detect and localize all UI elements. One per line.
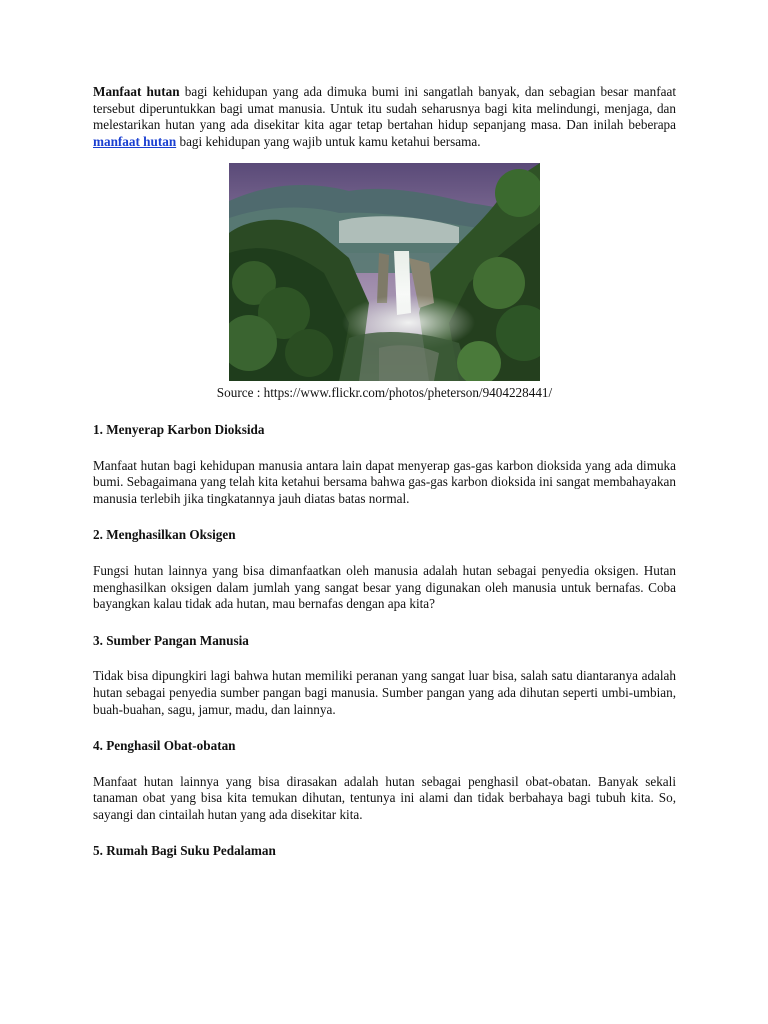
intro-text-before-link: bagi kehidupan yang ada dimuka bumi ini sangatlah banyak, dan sebagian besar manfaat tersebut diperuntukkan bagi umat manusia. Untuk itu sudah seharusnya bagi kita melindungi, menjaga, dan melestarikan hutan yang ada disekitar kita agar tetap bertahan hidup sepanjang masa. Dan inilah beberapa (93, 84, 676, 133)
section-heading-1: 1. Menyerap Karbon Dioksida (93, 421, 265, 437)
intro-paragraph (93, 84, 676, 150)
section-heading-3: 3. Sumber Pangan Manusia (93, 632, 249, 648)
section-heading-2: 2. Menghasilkan Oksigen (93, 527, 236, 543)
section-body-4: Manfaat hutan lainnya yang bisa dirasakan adalah hutan sebagai penghasil obat-obatan. Banyak sekali tanaman obat yang bisa kita temukan dihutan, tentunya ini alami dan tidak berbahaya bagi tubuh kita. So, sayangi dan cintailah hutan yang ada disekitar kita. (93, 773, 676, 822)
section-body-3: Tidak bisa dipungkiri lagi bahwa hutan memiliki peranan yang sangat luar bisa, salah satu diantaranya adalah hutan sebagai penyedia sumber pangan bagi manusia. Sumber pangan yang ada dihutan seperti umbi-umbian, buah-buahan, sagu, jamur, madu, dan lainnya. (93, 668, 676, 717)
document-page (93, 84, 676, 860)
intro-text-after-link: bagi kehidupan yang wajib untuk kamu ketahui bersama. (176, 133, 481, 149)
figure (93, 163, 676, 402)
figure-caption: Source : https://www.flickr.com/photos/pheterson/9404228441/ (216, 385, 553, 401)
section-heading-5: 5. Rumah Bagi Suku Pedalaman (93, 843, 276, 859)
section-body-2: Fungsi hutan lainnya yang bisa dimanfaatkan oleh manusia adalah hutan sebagai penyedia oksigen. Hutan menghasilkan oksigen dalam jumlah yang sangat besar yang digunakan oleh manusia untuk bernafas. Coba bayangkan kalau tidak ada hutan, mau bernafas dengan apa kita? (93, 562, 676, 612)
manfaat-hutan-link[interactable]: manfaat hutan (93, 133, 177, 149)
intro-bold-lead: Manfaat hutan (93, 84, 180, 99)
section-heading-4: 4. Penghasil Obat-obatan (93, 738, 236, 754)
waterfall-forest-photo (229, 163, 540, 381)
section-body-1: Manfaat hutan bagi kehidupan manusia antara lain dapat menyerap gas-gas karbon dioksida yang ada dimuka bumi. Sebagaimana yang telah kita ketahui bersama bahwa gas-gas karbon dioksida ini sangat membahayakan manusia terlebih jika tingkatannya jauh diatas batas normal. (93, 457, 676, 506)
